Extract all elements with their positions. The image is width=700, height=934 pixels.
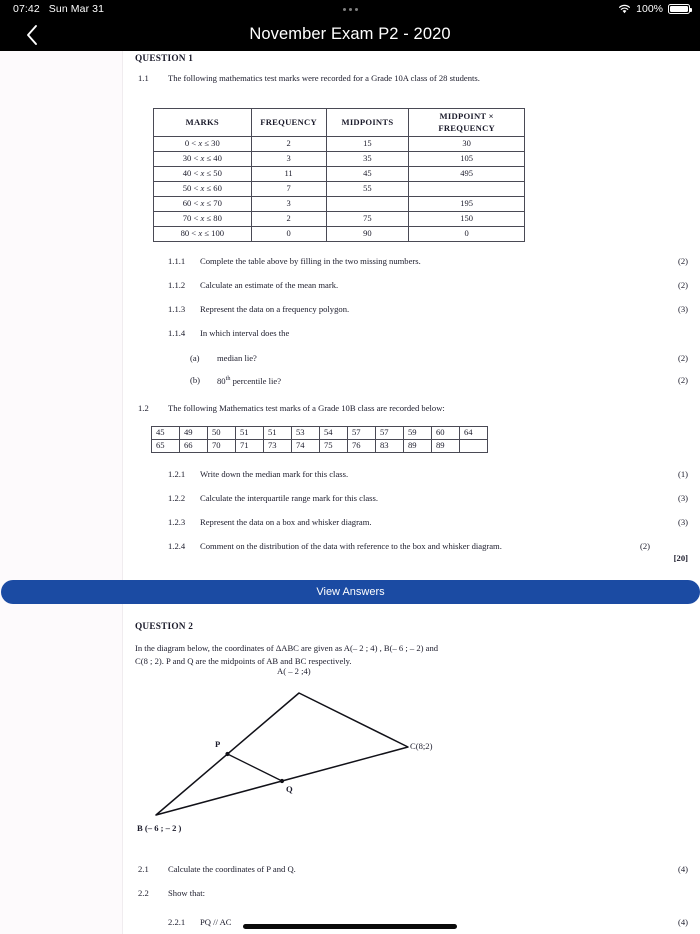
sub-item-text	[217, 375, 628, 387]
marks-cell: 76	[348, 440, 376, 453]
cell-frequency: 2	[251, 212, 326, 227]
marks-cell: 74	[292, 440, 320, 453]
cell-frequency: 3	[251, 197, 326, 212]
col-frequency: FREQUENCY	[251, 109, 326, 137]
page-title: November Exam P2 - 2020	[249, 25, 451, 43]
question-2-heading: QUESTION 2	[135, 622, 194, 632]
view-answers-button[interactable]	[1, 580, 700, 604]
subquestion-marks: (2)	[677, 280, 688, 291]
cell-frequency: 0	[251, 227, 326, 242]
marks-cell: 75	[320, 440, 348, 453]
subquestion-1-2-4	[168, 541, 688, 553]
marks-cell: 57	[348, 427, 376, 440]
subquestion-text: PQ // AC	[200, 916, 232, 927]
status-time: 07:42	[13, 3, 40, 15]
table-row	[154, 137, 525, 152]
triangle-diagram	[123, 666, 543, 871]
question-2-intro-line-2: C(8 ; 2). P and Q are the midpoints of AB and BC respectively.	[135, 656, 352, 666]
q1-1-text: The following mathematics test marks were recorded for a Grade 10A class of 28 students.	[168, 73, 480, 83]
subquestion-number: 1.1.1	[168, 256, 186, 266]
home-indicator[interactable]	[243, 924, 457, 929]
subquestion-number: 2.2.1	[168, 916, 186, 927]
status-bar-right	[618, 3, 690, 15]
subquestion-text: Write down the median mark for this class.	[200, 469, 349, 479]
col-marks: MARKS	[154, 109, 252, 137]
marks-cell: 51	[236, 427, 264, 440]
marks-cell: 57	[376, 427, 404, 440]
marks-cell: 65	[152, 440, 180, 453]
subquestion-marks: (3)	[677, 517, 688, 528]
subquestion-1-1-4-b	[190, 375, 688, 387]
percentile-value: 80	[217, 376, 226, 387]
cell-product: 105	[409, 152, 525, 167]
subquestion-marks: (2)	[677, 256, 688, 266]
col-mxf-line2: FREQUENCY	[438, 122, 496, 133]
col-midpoints: MIDPOINTS	[326, 109, 409, 137]
subquestion-1-1-4	[168, 328, 688, 340]
table-row	[154, 227, 525, 242]
percentile-text: percentile lie?	[232, 376, 282, 387]
marks-cell: 50	[208, 427, 236, 440]
q1-2-subquestions	[168, 469, 688, 564]
subquestion-number: 1.1.4	[168, 328, 186, 339]
wifi-icon	[618, 4, 631, 14]
subquestion-number: 1.2.2	[168, 493, 186, 504]
vertex-label-c: C(8;2)	[410, 741, 433, 751]
subquestion-text: Complete the table above by filling in the two missing numbers.	[200, 256, 421, 266]
marks-cell: 64	[460, 427, 488, 440]
subquestion-marks	[598, 888, 688, 900]
subquestion-text: Represent the data on a box and whisker diagram.	[200, 517, 372, 528]
marks-cell: 60	[432, 427, 460, 440]
subquestion-text: Calculate an estimate of the mean mark.	[200, 280, 339, 291]
marks-cell: 89	[432, 440, 460, 453]
marks-cell: 53	[292, 427, 320, 440]
status-bar-center	[0, 0, 700, 18]
cell-marks-interval: 30 < x ≤ 40	[154, 152, 252, 167]
sub-item-marks: (2)	[677, 352, 688, 363]
frequency-table-wrapper	[153, 108, 525, 242]
battery-percent: 100%	[636, 3, 663, 15]
q1-1-subquestions	[168, 256, 688, 388]
table-row	[154, 167, 525, 182]
cell-marks-interval: 0 < x ≤ 30	[154, 137, 252, 152]
table-row	[154, 152, 525, 167]
subquestion-1-2-3	[168, 517, 688, 529]
table-row	[154, 212, 525, 227]
status-date: Sun Mar 31	[48, 3, 105, 15]
cell-midpoint: 75	[326, 212, 409, 227]
cell-product: 195	[409, 197, 525, 212]
navigation-bar	[0, 18, 700, 51]
cell-product: 495	[409, 167, 525, 182]
marks-cell: 73	[264, 440, 292, 453]
marks-cell: 51	[264, 427, 292, 440]
subquestion-1-1-1	[168, 256, 688, 268]
question-1-total: [20]	[673, 552, 688, 563]
cell-marks-interval: 50 < x ≤ 60	[154, 182, 252, 197]
subquestion-marks: (3)	[677, 304, 688, 315]
vertex-label-q: Q	[286, 784, 293, 794]
subquestion-number: 1.2.3	[168, 517, 186, 528]
subquestion-marks: (4)	[677, 916, 688, 927]
marks-cell: 49	[180, 427, 208, 440]
subquestion-text: Represent the data on a frequency polygon.	[200, 304, 350, 315]
cell-midpoint: 15	[326, 137, 409, 152]
subquestion-text: In which interval does the	[200, 328, 290, 339]
marks-cell: 59	[404, 427, 432, 440]
marks-cell: 70	[208, 440, 236, 453]
subquestion-number: 1.1.3	[168, 304, 186, 315]
marks-cell: 66	[180, 440, 208, 453]
cell-frequency: 7	[251, 182, 326, 197]
subquestion-1-1-2	[168, 280, 688, 292]
battery-icon	[668, 4, 690, 15]
marks-grid-wrapper	[151, 426, 488, 453]
subquestion-marks: (1)	[677, 469, 688, 479]
col-midpoint-x-frequency	[409, 109, 525, 137]
table-row	[154, 197, 525, 212]
marks-cell: 71	[236, 440, 264, 453]
marks-cell	[460, 440, 488, 453]
sub-item-marks: (2)	[677, 375, 688, 386]
sub-item-text: median lie?	[217, 352, 257, 363]
subquestion-marks: (4)	[677, 864, 688, 874]
subquestion-2-2	[138, 888, 688, 900]
marks-row	[152, 440, 488, 453]
q1-2-number: 1.2	[138, 403, 149, 413]
subquestion-number: 2.1	[138, 864, 149, 874]
cell-marks-interval: 60 < x ≤ 70	[154, 197, 252, 212]
percentile-ordinal: th	[225, 375, 231, 383]
marks-cell: 89	[404, 440, 432, 453]
exam-paper-page	[122, 51, 700, 934]
cell-midpoint: 35	[326, 152, 409, 167]
subquestion-number: 1.2.1	[168, 469, 186, 479]
sub-item-label: (b)	[190, 375, 201, 386]
subquestion-text: Comment on the distribution of the data with reference to the box and whisker diagram.	[200, 541, 502, 552]
subquestion-1-1-4-a	[190, 353, 688, 365]
subquestion-2-1	[138, 864, 688, 876]
cell-frequency: 3	[251, 152, 326, 167]
subquestion-number: 1.2.4	[168, 541, 186, 552]
question-1-heading: QUESTION 1	[135, 54, 194, 64]
cell-midpoint: 90	[326, 227, 409, 242]
q1-2-text: The following Mathematics test marks of a Grade 10B class are recorded below:	[168, 403, 445, 413]
cell-frequency: 2	[251, 137, 326, 152]
marks-cell: 54	[320, 427, 348, 440]
cell-midpoint: 55	[326, 182, 409, 197]
table-header-row	[154, 109, 525, 137]
cell-product	[409, 182, 525, 197]
cell-product: 150	[409, 212, 525, 227]
vertex-label-a: A( – 2 ;4)	[277, 666, 311, 676]
vertex-label-b: B (– 6 ; – 2 )	[137, 823, 182, 833]
q1-1-number: 1.1	[138, 73, 149, 83]
cell-midpoint	[326, 197, 409, 212]
ellipsis-icon	[343, 0, 358, 18]
marks-cell: 83	[376, 440, 404, 453]
question-2-intro-line-1: In the diagram below, the coordinates of ΔABC are given as A(– 2 ; 4) , B(– 6 ; – 2) and	[135, 643, 439, 653]
subquestion-text: Show that:	[168, 888, 206, 899]
marks-cell: 45	[152, 427, 180, 440]
subquestion-marks: (3)	[677, 493, 688, 504]
question-1-total-row	[168, 553, 688, 565]
subquestion-number: 2.2	[138, 888, 149, 899]
marks-row	[152, 427, 488, 440]
cell-marks-interval: 40 < x ≤ 50	[154, 167, 252, 182]
cell-frequency: 11	[251, 167, 326, 182]
subquestion-marks: (2)	[639, 541, 650, 552]
subquestion-text: Calculate the interquartile range mark for this class.	[200, 493, 379, 504]
view-answers-label: View Answers	[316, 586, 385, 598]
frequency-table	[153, 108, 525, 242]
ios-status-bar	[0, 0, 700, 18]
cell-marks-interval: 70 < x ≤ 80	[154, 212, 252, 227]
subquestion-text: Calculate the coordinates of P and Q.	[168, 864, 296, 874]
subquestion-marks	[628, 328, 688, 340]
cell-marks-interval: 80 < x ≤ 100	[154, 227, 252, 242]
col-mxf-line1: MIDPOINT ×	[439, 111, 494, 121]
table-row	[154, 182, 525, 197]
marks-grid-table	[151, 426, 488, 453]
subquestion-1-2-1	[168, 469, 688, 481]
cell-product: 30	[409, 137, 525, 152]
q2-subquestions	[138, 864, 688, 928]
cell-midpoint: 45	[326, 167, 409, 182]
sub-item-label: (a)	[190, 352, 200, 363]
cell-product: 0	[409, 227, 525, 242]
subquestion-1-2-2	[168, 493, 688, 505]
subquestion-number: 1.1.2	[168, 280, 186, 291]
subquestion-1-1-3	[168, 304, 688, 316]
vertex-label-p: P	[215, 739, 221, 749]
